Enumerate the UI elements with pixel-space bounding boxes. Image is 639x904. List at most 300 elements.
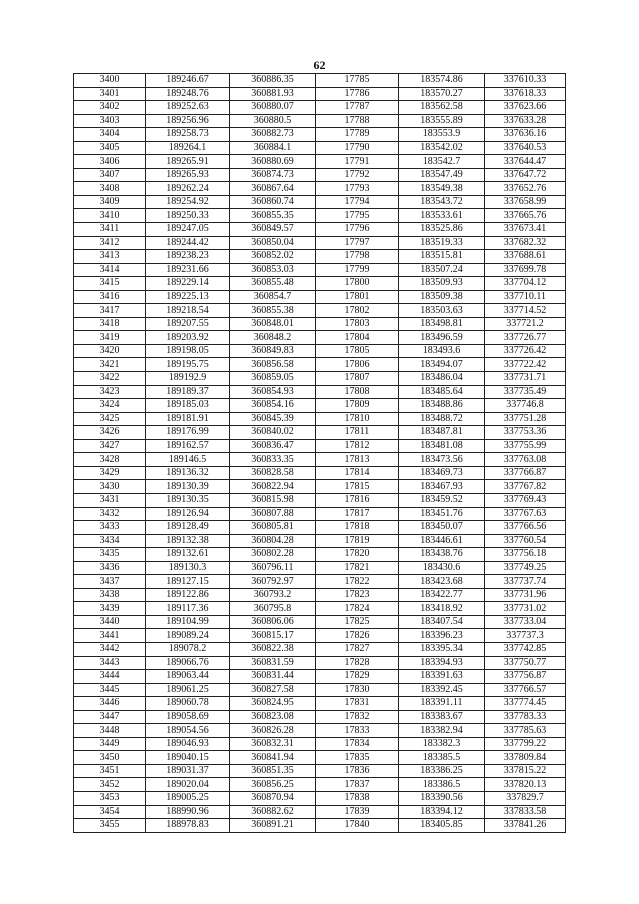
table-row <box>74 480 566 494</box>
table-row <box>74 534 566 548</box>
cell-y-coordinate-a: 360841.94 <box>230 751 316 765</box>
cell-point-number-a: 3405 <box>74 141 146 155</box>
table-row <box>74 778 566 792</box>
cell-x-coordinate-b: 183574.86 <box>399 74 485 88</box>
table-row <box>74 209 566 223</box>
cell-x-coordinate-b: 183542.02 <box>399 141 485 155</box>
cell-y-coordinate-a: 360856.58 <box>230 358 316 372</box>
cell-x-coordinate-b: 183383.67 <box>399 710 485 724</box>
cell-y-coordinate-a: 360823.08 <box>230 710 316 724</box>
cell-point-number-b: 17798 <box>316 250 399 264</box>
cell-point-number-b: 17815 <box>316 480 399 494</box>
table-row <box>74 277 566 291</box>
table-row <box>74 697 566 711</box>
cell-point-number-a: 3428 <box>74 453 146 467</box>
cell-y-coordinate-a: 360795.8 <box>230 602 316 616</box>
cell-x-coordinate-b: 183391.11 <box>399 697 485 711</box>
cell-y-coordinate-b: 337766.56 <box>485 521 566 535</box>
cell-point-number-a: 3442 <box>74 642 146 656</box>
page-number: 62 <box>313 58 326 72</box>
table-row <box>74 182 566 196</box>
cell-point-number-a: 3433 <box>74 521 146 535</box>
cell-x-coordinate-a: 189127.15 <box>146 575 230 589</box>
cell-y-coordinate-b: 337644.47 <box>485 155 566 169</box>
cell-point-number-b: 17807 <box>316 372 399 386</box>
cell-y-coordinate-a: 360806.06 <box>230 615 316 629</box>
cell-point-number-b: 17813 <box>316 453 399 467</box>
cell-point-number-b: 17787 <box>316 101 399 115</box>
cell-y-coordinate-a: 360880.5 <box>230 114 316 128</box>
cell-x-coordinate-a: 189192.9 <box>146 372 230 386</box>
cell-point-number-a: 3414 <box>74 263 146 277</box>
cell-y-coordinate-b: 337755.99 <box>485 439 566 453</box>
cell-point-number-b: 17800 <box>316 277 399 291</box>
cell-y-coordinate-b: 337714.52 <box>485 304 566 318</box>
cell-point-number-a: 3435 <box>74 548 146 562</box>
cell-x-coordinate-a: 189126.94 <box>146 507 230 521</box>
cell-y-coordinate-a: 360882.62 <box>230 805 316 819</box>
cell-x-coordinate-b: 183450.07 <box>399 521 485 535</box>
table-row <box>74 87 566 101</box>
table-row <box>74 791 566 805</box>
cell-y-coordinate-a: 360849.57 <box>230 223 316 237</box>
cell-x-coordinate-b: 183382.3 <box>399 737 485 751</box>
cell-y-coordinate-b: 337809.84 <box>485 751 566 765</box>
cell-x-coordinate-a: 189218.54 <box>146 304 230 318</box>
cell-point-number-b: 17803 <box>316 317 399 331</box>
cell-point-number-a: 3407 <box>74 168 146 182</box>
cell-x-coordinate-a: 189117.36 <box>146 602 230 616</box>
cell-x-coordinate-a: 189250.33 <box>146 209 230 223</box>
cell-point-number-b: 17789 <box>316 128 399 142</box>
cell-x-coordinate-a: 189265.91 <box>146 155 230 169</box>
cell-x-coordinate-b: 183473.56 <box>399 453 485 467</box>
cell-y-coordinate-b: 337783.33 <box>485 710 566 724</box>
table-row <box>74 615 566 629</box>
cell-y-coordinate-b: 337815.22 <box>485 764 566 778</box>
cell-point-number-b: 17793 <box>316 182 399 196</box>
cell-y-coordinate-a: 360848.2 <box>230 331 316 345</box>
table-row <box>74 670 566 684</box>
cell-x-coordinate-a: 188978.83 <box>146 819 230 833</box>
cell-y-coordinate-a: 360832.31 <box>230 737 316 751</box>
cell-x-coordinate-a: 189054.56 <box>146 724 230 738</box>
cell-x-coordinate-b: 183555.89 <box>399 114 485 128</box>
cell-point-number-b: 17805 <box>316 344 399 358</box>
cell-point-number-b: 17788 <box>316 114 399 128</box>
table-row <box>74 642 566 656</box>
cell-y-coordinate-b: 337688.61 <box>485 250 566 264</box>
cell-y-coordinate-b: 337742.85 <box>485 642 566 656</box>
cell-x-coordinate-b: 183494.07 <box>399 358 485 372</box>
cell-y-coordinate-b: 337623.66 <box>485 101 566 115</box>
cell-y-coordinate-a: 360840.02 <box>230 426 316 440</box>
cell-x-coordinate-b: 183451.76 <box>399 507 485 521</box>
cell-point-number-a: 3450 <box>74 751 146 765</box>
cell-point-number-b: 17826 <box>316 629 399 643</box>
table-row <box>74 263 566 277</box>
cell-y-coordinate-a: 360826.28 <box>230 724 316 738</box>
cell-y-coordinate-b: 337767.63 <box>485 507 566 521</box>
cell-point-number-b: 17814 <box>316 466 399 480</box>
cell-point-number-a: 3416 <box>74 290 146 304</box>
cell-y-coordinate-b: 337746.8 <box>485 399 566 413</box>
table-row <box>74 453 566 467</box>
cell-x-coordinate-a: 189246.67 <box>146 74 230 88</box>
cell-x-coordinate-b: 183570.27 <box>399 87 485 101</box>
cell-point-number-b: 17836 <box>316 764 399 778</box>
cell-point-number-a: 3410 <box>74 209 146 223</box>
cell-y-coordinate-a: 360886.35 <box>230 74 316 88</box>
cell-y-coordinate-a: 360856.25 <box>230 778 316 792</box>
table-row <box>74 344 566 358</box>
table-row <box>74 412 566 426</box>
cell-point-number-a: 3419 <box>74 331 146 345</box>
table-row <box>74 724 566 738</box>
cell-point-number-a: 3415 <box>74 277 146 291</box>
cell-x-coordinate-a: 189132.38 <box>146 534 230 548</box>
cell-y-coordinate-a: 360880.69 <box>230 155 316 169</box>
cell-y-coordinate-b: 337737.74 <box>485 575 566 589</box>
cell-x-coordinate-a: 189058.69 <box>146 710 230 724</box>
cell-x-coordinate-b: 183446.61 <box>399 534 485 548</box>
cell-x-coordinate-b: 183385.5 <box>399 751 485 765</box>
cell-x-coordinate-a: 189046.93 <box>146 737 230 751</box>
cell-y-coordinate-b: 337722.42 <box>485 358 566 372</box>
cell-x-coordinate-a: 189130.39 <box>146 480 230 494</box>
cell-y-coordinate-b: 337829.7 <box>485 791 566 805</box>
cell-y-coordinate-a: 360855.35 <box>230 209 316 223</box>
cell-point-number-b: 17840 <box>316 819 399 833</box>
cell-point-number-b: 17820 <box>316 548 399 562</box>
cell-point-number-a: 3408 <box>74 182 146 196</box>
cell-x-coordinate-a: 189089.24 <box>146 629 230 643</box>
cell-y-coordinate-b: 337726.42 <box>485 344 566 358</box>
cell-point-number-b: 17804 <box>316 331 399 345</box>
cell-point-number-a: 3413 <box>74 250 146 264</box>
table-row <box>74 141 566 155</box>
cell-x-coordinate-a: 189238.23 <box>146 250 230 264</box>
cell-x-coordinate-b: 183382.94 <box>399 724 485 738</box>
cell-y-coordinate-a: 360874.73 <box>230 168 316 182</box>
cell-point-number-a: 3451 <box>74 764 146 778</box>
cell-x-coordinate-a: 188990.96 <box>146 805 230 819</box>
coordinates-table-body <box>74 74 566 833</box>
cell-x-coordinate-a: 189130.3 <box>146 561 230 575</box>
cell-x-coordinate-a: 189136.32 <box>146 466 230 480</box>
cell-x-coordinate-b: 183553.9 <box>399 128 485 142</box>
cell-point-number-b: 17812 <box>316 439 399 453</box>
cell-y-coordinate-a: 360836.47 <box>230 439 316 453</box>
cell-y-coordinate-b: 337721.2 <box>485 317 566 331</box>
cell-point-number-a: 3423 <box>74 385 146 399</box>
cell-y-coordinate-a: 360852.02 <box>230 250 316 264</box>
cell-y-coordinate-b: 337647.72 <box>485 168 566 182</box>
cell-point-number-b: 17839 <box>316 805 399 819</box>
cell-point-number-b: 17816 <box>316 493 399 507</box>
cell-point-number-a: 3431 <box>74 493 146 507</box>
table-row <box>74 764 566 778</box>
cell-point-number-b: 17797 <box>316 236 399 250</box>
cell-point-number-a: 3422 <box>74 372 146 386</box>
table-row <box>74 466 566 480</box>
cell-y-coordinate-b: 337756.18 <box>485 548 566 562</box>
cell-x-coordinate-b: 183488.72 <box>399 412 485 426</box>
cell-point-number-a: 3438 <box>74 588 146 602</box>
table-row <box>74 656 566 670</box>
cell-x-coordinate-a: 189020.04 <box>146 778 230 792</box>
cell-y-coordinate-a: 360854.16 <box>230 399 316 413</box>
cell-y-coordinate-a: 360860.74 <box>230 195 316 209</box>
cell-y-coordinate-a: 360855.38 <box>230 304 316 318</box>
cell-point-number-b: 17806 <box>316 358 399 372</box>
cell-point-number-b: 17830 <box>316 683 399 697</box>
table-row <box>74 805 566 819</box>
cell-y-coordinate-b: 337785.63 <box>485 724 566 738</box>
cell-y-coordinate-b: 337737.3 <box>485 629 566 643</box>
cell-y-coordinate-b: 337633.28 <box>485 114 566 128</box>
table-row <box>74 101 566 115</box>
cell-y-coordinate-a: 360845.39 <box>230 412 316 426</box>
cell-x-coordinate-a: 189078.2 <box>146 642 230 656</box>
cell-point-number-a: 3403 <box>74 114 146 128</box>
cell-x-coordinate-a: 189231.66 <box>146 263 230 277</box>
cell-y-coordinate-b: 337760.54 <box>485 534 566 548</box>
table-row <box>74 195 566 209</box>
cell-point-number-b: 17799 <box>316 263 399 277</box>
cell-point-number-a: 3418 <box>74 317 146 331</box>
table-row <box>74 304 566 318</box>
cell-y-coordinate-a: 360867.64 <box>230 182 316 196</box>
table-row <box>74 751 566 765</box>
cell-x-coordinate-b: 183533.61 <box>399 209 485 223</box>
cell-x-coordinate-a: 189122.86 <box>146 588 230 602</box>
cell-point-number-a: 3453 <box>74 791 146 805</box>
table-row <box>74 737 566 751</box>
cell-point-number-a: 3439 <box>74 602 146 616</box>
cell-x-coordinate-a: 189005.25 <box>146 791 230 805</box>
cell-y-coordinate-a: 360805.81 <box>230 521 316 535</box>
cell-y-coordinate-a: 360815.17 <box>230 629 316 643</box>
cell-y-coordinate-b: 337652.76 <box>485 182 566 196</box>
cell-x-coordinate-a: 189229.14 <box>146 277 230 291</box>
table-row <box>74 250 566 264</box>
cell-point-number-b: 17825 <box>316 615 399 629</box>
cell-point-number-b: 17790 <box>316 141 399 155</box>
cell-x-coordinate-a: 189203.92 <box>146 331 230 345</box>
cell-x-coordinate-a: 189248.76 <box>146 87 230 101</box>
cell-point-number-a: 3406 <box>74 155 146 169</box>
cell-y-coordinate-a: 360815.98 <box>230 493 316 507</box>
cell-x-coordinate-a: 189130.35 <box>146 493 230 507</box>
cell-y-coordinate-b: 337636.16 <box>485 128 566 142</box>
table-row <box>74 426 566 440</box>
cell-x-coordinate-b: 183469.73 <box>399 466 485 480</box>
cell-y-coordinate-b: 337756.87 <box>485 670 566 684</box>
table-row <box>74 548 566 562</box>
cell-point-number-a: 3454 <box>74 805 146 819</box>
cell-point-number-b: 17818 <box>316 521 399 535</box>
cell-x-coordinate-b: 183405.85 <box>399 819 485 833</box>
cell-x-coordinate-a: 189162.57 <box>146 439 230 453</box>
cell-point-number-b: 17801 <box>316 290 399 304</box>
cell-x-coordinate-a: 189207.55 <box>146 317 230 331</box>
cell-x-coordinate-b: 183422.77 <box>399 588 485 602</box>
cell-y-coordinate-a: 360822.94 <box>230 480 316 494</box>
cell-x-coordinate-a: 189247.05 <box>146 223 230 237</box>
cell-y-coordinate-a: 360854.7 <box>230 290 316 304</box>
cell-x-coordinate-a: 189060.78 <box>146 697 230 711</box>
cell-x-coordinate-b: 183509.93 <box>399 277 485 291</box>
cell-y-coordinate-a: 360804.28 <box>230 534 316 548</box>
table-row <box>74 223 566 237</box>
cell-x-coordinate-b: 183509.38 <box>399 290 485 304</box>
cell-point-number-b: 17821 <box>316 561 399 575</box>
cell-x-coordinate-b: 183543.72 <box>399 195 485 209</box>
cell-point-number-a: 3409 <box>74 195 146 209</box>
cell-x-coordinate-a: 189063.44 <box>146 670 230 684</box>
cell-x-coordinate-b: 183467.93 <box>399 480 485 494</box>
cell-point-number-a: 3443 <box>74 656 146 670</box>
table-row <box>74 819 566 833</box>
cell-point-number-a: 3412 <box>74 236 146 250</box>
cell-point-number-b: 17791 <box>316 155 399 169</box>
cell-x-coordinate-a: 189146.5 <box>146 453 230 467</box>
cell-x-coordinate-b: 183496.59 <box>399 331 485 345</box>
cell-x-coordinate-b: 183423.68 <box>399 575 485 589</box>
cell-x-coordinate-a: 189225.13 <box>146 290 230 304</box>
table-row <box>74 507 566 521</box>
table-row <box>74 372 566 386</box>
cell-point-number-b: 17823 <box>316 588 399 602</box>
cell-x-coordinate-b: 183396.23 <box>399 629 485 643</box>
cell-y-coordinate-b: 337833.58 <box>485 805 566 819</box>
cell-y-coordinate-b: 337774.45 <box>485 697 566 711</box>
cell-x-coordinate-b: 183498.81 <box>399 317 485 331</box>
cell-point-number-b: 17838 <box>316 791 399 805</box>
cell-point-number-b: 17831 <box>316 697 399 711</box>
cell-x-coordinate-b: 183547.49 <box>399 168 485 182</box>
cell-y-coordinate-b: 337820.13 <box>485 778 566 792</box>
cell-x-coordinate-b: 183459.52 <box>399 493 485 507</box>
cell-x-coordinate-a: 189254.92 <box>146 195 230 209</box>
cell-y-coordinate-a: 360854.93 <box>230 385 316 399</box>
cell-y-coordinate-a: 360831.44 <box>230 670 316 684</box>
cell-x-coordinate-a: 189189.37 <box>146 385 230 399</box>
cell-x-coordinate-b: 183407.54 <box>399 615 485 629</box>
cell-point-number-b: 17786 <box>316 87 399 101</box>
cell-x-coordinate-a: 189181.91 <box>146 412 230 426</box>
cell-y-coordinate-a: 360793.2 <box>230 588 316 602</box>
cell-point-number-b: 17808 <box>316 385 399 399</box>
cell-y-coordinate-b: 337766.87 <box>485 466 566 480</box>
cell-point-number-b: 17824 <box>316 602 399 616</box>
table-row <box>74 575 566 589</box>
cell-x-coordinate-b: 183488.86 <box>399 399 485 413</box>
cell-point-number-b: 17802 <box>316 304 399 318</box>
cell-x-coordinate-b: 183418.92 <box>399 602 485 616</box>
cell-x-coordinate-b: 183386.5 <box>399 778 485 792</box>
cell-x-coordinate-a: 189258.73 <box>146 128 230 142</box>
cell-x-coordinate-b: 183515.81 <box>399 250 485 264</box>
cell-y-coordinate-b: 337726.77 <box>485 331 566 345</box>
cell-point-number-a: 3426 <box>74 426 146 440</box>
cell-x-coordinate-b: 183391.63 <box>399 670 485 684</box>
cell-point-number-b: 17833 <box>316 724 399 738</box>
cell-y-coordinate-b: 337682.32 <box>485 236 566 250</box>
cell-x-coordinate-b: 183542.7 <box>399 155 485 169</box>
cell-y-coordinate-a: 360882.73 <box>230 128 316 142</box>
cell-point-number-a: 3411 <box>74 223 146 237</box>
cell-y-coordinate-a: 360833.35 <box>230 453 316 467</box>
cell-point-number-b: 17832 <box>316 710 399 724</box>
coordinates-table <box>73 73 566 833</box>
cell-x-coordinate-a: 189195.75 <box>146 358 230 372</box>
cell-point-number-b: 17827 <box>316 642 399 656</box>
cell-x-coordinate-a: 189031.37 <box>146 764 230 778</box>
cell-x-coordinate-a: 189185.03 <box>146 399 230 413</box>
cell-x-coordinate-b: 183525.86 <box>399 223 485 237</box>
cell-y-coordinate-b: 337753.36 <box>485 426 566 440</box>
cell-y-coordinate-b: 337733.04 <box>485 615 566 629</box>
cell-y-coordinate-a: 360855.48 <box>230 277 316 291</box>
table-row <box>74 331 566 345</box>
cell-point-number-b: 17829 <box>316 670 399 684</box>
cell-y-coordinate-a: 360822.38 <box>230 642 316 656</box>
cell-y-coordinate-b: 337731.02 <box>485 602 566 616</box>
cell-point-number-b: 17809 <box>316 399 399 413</box>
cell-y-coordinate-a: 360849.83 <box>230 344 316 358</box>
cell-y-coordinate-b: 337841.26 <box>485 819 566 833</box>
cell-x-coordinate-b: 183486.04 <box>399 372 485 386</box>
cell-x-coordinate-a: 189264.1 <box>146 141 230 155</box>
cell-point-number-b: 17822 <box>316 575 399 589</box>
table-row <box>74 317 566 331</box>
cell-y-coordinate-b: 337749.25 <box>485 561 566 575</box>
cell-point-number-a: 3425 <box>74 412 146 426</box>
cell-y-coordinate-b: 337766.57 <box>485 683 566 697</box>
cell-point-number-a: 3429 <box>74 466 146 480</box>
cell-point-number-a: 3455 <box>74 819 146 833</box>
cell-point-number-b: 17819 <box>316 534 399 548</box>
cell-x-coordinate-b: 183485.64 <box>399 385 485 399</box>
table-row <box>74 114 566 128</box>
cell-y-coordinate-a: 360831.59 <box>230 656 316 670</box>
cell-x-coordinate-a: 189176.99 <box>146 426 230 440</box>
cell-point-number-b: 17817 <box>316 507 399 521</box>
table-row <box>74 358 566 372</box>
cell-point-number-a: 3400 <box>74 74 146 88</box>
cell-point-number-a: 3437 <box>74 575 146 589</box>
cell-x-coordinate-a: 189198.05 <box>146 344 230 358</box>
cell-point-number-b: 17811 <box>316 426 399 440</box>
cell-point-number-b: 17828 <box>316 656 399 670</box>
table-row <box>74 521 566 535</box>
cell-point-number-a: 3447 <box>74 710 146 724</box>
cell-x-coordinate-b: 183394.93 <box>399 656 485 670</box>
table-row <box>74 128 566 142</box>
cell-point-number-b: 17792 <box>316 168 399 182</box>
cell-y-coordinate-a: 360891.21 <box>230 819 316 833</box>
cell-y-coordinate-a: 360853.03 <box>230 263 316 277</box>
cell-point-number-b: 17810 <box>316 412 399 426</box>
cell-point-number-a: 3420 <box>74 344 146 358</box>
cell-y-coordinate-b: 337767.82 <box>485 480 566 494</box>
cell-x-coordinate-b: 183493.6 <box>399 344 485 358</box>
cell-y-coordinate-b: 337763.08 <box>485 453 566 467</box>
cell-point-number-a: 3402 <box>74 101 146 115</box>
cell-y-coordinate-b: 337731.71 <box>485 372 566 386</box>
